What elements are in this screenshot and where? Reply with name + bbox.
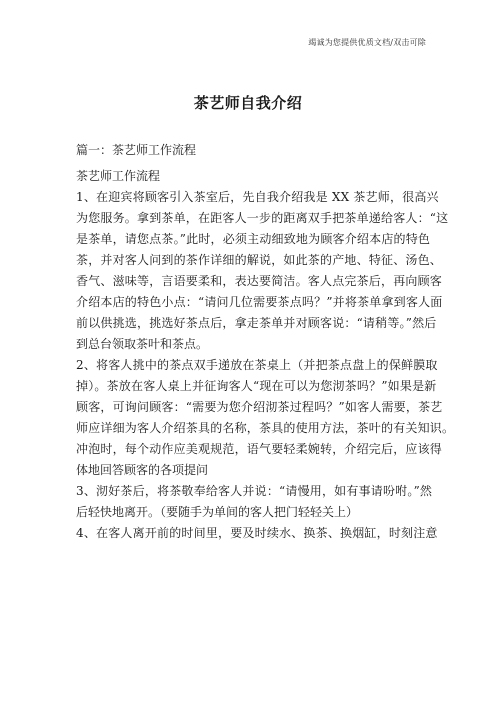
- body-line: 2、将客人挑中的茶点双手递放在茶桌上（并把茶点盘上的保鲜膜取: [76, 358, 438, 372]
- body-line: 是茶单，请您点茶。”此时，必须主动细致地为顾客介绍本店的特色: [76, 232, 431, 246]
- body-line: 4、在客人离开前的时间里，要及时续水、换茶、换烟缸，时刻注意: [76, 526, 438, 540]
- subheading: 茶艺师工作流程: [76, 169, 161, 183]
- body-line: 到总台领取茶叶和茶点。: [76, 337, 209, 351]
- body-line: 掉）。茶放在客人桌上并征询客人“现在可以为您沏茶吗？”如果是新: [76, 379, 437, 393]
- body-line: 前以供挑选，挑选好茶点后，拿走茶单并对顾客说：“请稍等。”然后: [76, 316, 437, 330]
- body-line: 后轻快地离开。（要随手为单间的客人把门轻轻关上）: [76, 505, 359, 519]
- header-note: 竭诚为您提供优质文档/双击可除: [308, 38, 426, 47]
- body-line: 为您服务。拿到茶单，在距客人一步的距离双手把茶单递给客人：“这: [76, 211, 449, 225]
- body-line: 香气、滋味等，言语要柔和，表达要简洁。客人点完茶后，再向顾客: [76, 274, 443, 288]
- body-line: 3、沏好茶后，将茶敬奉给客人并说：“请慢用，如有事请吩咐。”然: [76, 484, 433, 498]
- body-line: 1、在迎宾将顾客引入茶室后，先自我介绍我是 XX 茶艺师，很高兴: [76, 190, 439, 204]
- body-line: 茶，并对客人问到的茶作详细的解说，如此茶的产地、特征、汤色、: [76, 253, 443, 267]
- body-line: 师应详细为客人介绍茶具的名称，茶具的使用方法，茶叶的有关知识。: [76, 421, 455, 435]
- document-body: [76, 140, 455, 544]
- section-heading: 篇一：茶艺师工作流程: [76, 143, 197, 157]
- body-line: 顾客，可询问顾客：“需要为您介绍沏茶过程吗？”如客人需要，茶艺: [76, 400, 443, 414]
- document-title: 茶艺师自我介绍: [193, 94, 303, 112]
- body-line: 冲泡时，每个动作应美观规范，语气要轻柔婉转，介绍完后，应该得: [76, 442, 443, 456]
- body-line: 体地回答顾客的各项提问: [76, 463, 209, 477]
- body-line: 介绍本店的特色小点：“请问几位需要茶点吗？”并将茶单拿到客人面: [76, 295, 443, 309]
